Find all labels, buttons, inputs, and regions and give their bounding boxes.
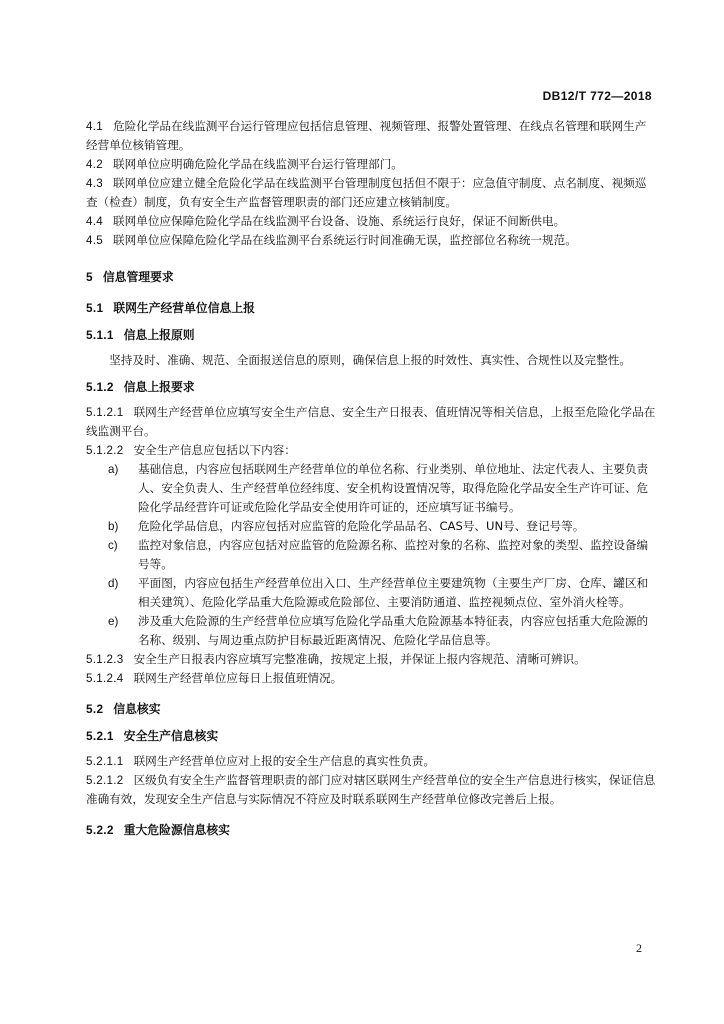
section-title: 信息上报原则 — [123, 328, 195, 342]
clause-5-1-2-3 — [86, 650, 656, 669]
section-number: 5 — [86, 270, 93, 284]
section-number: 5.2.2 — [86, 823, 114, 837]
list-item-b — [86, 517, 656, 536]
section-title: 重大危险源信息核实 — [123, 823, 230, 837]
clause-number: 5.2.1.1 — [86, 755, 124, 768]
section-number: 5.2 — [86, 702, 104, 716]
list-item-e — [86, 612, 656, 650]
clause-number: 4.4 — [86, 215, 104, 228]
section-title: 信息管理要求 — [102, 270, 174, 284]
clause-text: 安全生产信息应包括以下内容： — [133, 443, 296, 457]
clause-text: 联网单位应保障危险化学品在线监测平台系统运行时间准确无误，监控部位名称统一规范。 — [113, 233, 577, 247]
section-title: 信息核实 — [113, 702, 161, 716]
list-text: 监控对象信息，内容应包括对应监管的危险源名称、监控对象的名称、监控对象的类型、监控设备编号等。 — [138, 538, 649, 571]
section-title: 安全生产信息核实 — [123, 729, 219, 743]
clause-number: 4.5 — [86, 234, 104, 247]
clause-number: 5.1.2.3 — [86, 653, 124, 666]
section-number: 5.1 — [86, 301, 104, 315]
section-heading-5 — [86, 268, 656, 287]
clause-number: 4.3 — [86, 177, 104, 190]
clause-text: 联网单位应建立健全危险化学品在线监测平台管理制度包括但不限于：应急值守制度、点名制度、视频巡查（检查）制度，负有安全生产监督管理职责的部门还应建立核销制度。 — [86, 176, 647, 209]
section-heading-5-2-1 — [86, 727, 656, 746]
section-number: 5.1.2 — [86, 380, 114, 394]
clause-text: 安全生产日报表内容应填写完整准确，按规定上报，并保证上报内容规范、清晰可辨识。 — [133, 652, 586, 666]
list-label: c) — [108, 539, 118, 552]
clause-number: 5.1.2.1 — [86, 406, 124, 419]
clause-number: 5.1.2.4 — [86, 672, 124, 685]
section-heading-5-2-2 — [86, 821, 656, 840]
clause-text: 区级负有安全生产监督管理职责的部门应对辖区联网生产经营单位的安全生产信息进行核实，保证信息准确有效，发现安全生产信息与实际情况不符应及时联系联网生产经营单位修改完善后上报。 — [86, 773, 656, 806]
section-title: 信息上报要求 — [123, 380, 195, 394]
list-item-d — [86, 574, 656, 612]
paragraph-5-1-1: 坚持及时、准确、规范、全面报送信息的原则，确保信息上报的时效性、真实性、合规性以及完整性。 — [109, 353, 631, 367]
clause-text: 危险化学品在线监测平台运行管理应包括信息管理、视频管理、报警处置管理、在线点名管理和联网生产经营单位核销管理。 — [86, 119, 647, 152]
list-text: 危险化学品信息，内容应包括对应监管的危险化学品品名、CAS号、UN号、登记号等。 — [138, 519, 585, 533]
section-heading-5-1-1 — [86, 326, 656, 345]
clause-5-1-2-1 — [86, 403, 656, 441]
section-number: 5.1.1 — [86, 328, 114, 342]
section-heading-5-1 — [86, 299, 656, 318]
page-content — [86, 117, 656, 840]
clause-5-1-2-4 — [86, 669, 656, 688]
clause-text: 联网单位应明确危险化学品在线监测平台运行管理部门。 — [113, 157, 403, 171]
clause-5-2-1-1 — [86, 752, 656, 771]
page-number: 2 — [636, 941, 642, 955]
list-item-a — [86, 460, 656, 517]
clause-number: 4.1 — [86, 120, 104, 133]
list-label: d) — [108, 577, 119, 590]
clause-4-4 — [86, 212, 656, 231]
list-label: a) — [108, 463, 119, 476]
clause-number: 5.1.2.2 — [86, 444, 124, 457]
clause-4-3 — [86, 174, 656, 212]
clause-text: 联网生产经营单位应对上报的安全生产信息的真实性负责。 — [133, 754, 436, 768]
section-heading-5-1-2 — [86, 378, 656, 397]
clause-number: 4.2 — [86, 158, 104, 171]
clause-5-1-2-2 — [86, 441, 656, 460]
clause-5-2-1-2 — [86, 771, 656, 809]
list-item-c — [86, 536, 656, 574]
clause-text: 联网单位应保障危险化学品在线监测平台设备、设施、系统运行良好，保证不间断供电。 — [113, 214, 566, 228]
clause-4-1 — [86, 117, 656, 155]
section-heading-5-2 — [86, 700, 656, 719]
clause-4-2 — [86, 155, 656, 174]
list-text: 平面图，内容应包括生产经营单位出入口、生产经营单位主要建筑物（主要生产厂房、仓库、罐区和相关建筑）、危险化学品重大危险源或危险部位、主要消防通道、监控视频点位、室外消火栓等。 — [138, 576, 649, 609]
list-text: 基础信息，内容应包括联网生产经营单位的单位名称、行业类别、单位地址、法定代表人、主要负责人、安全负责人、生产经营单位经纬度、安全机构设置情况等，取得危险化学品安全生产许可证、危险化学品经营许可证或危险化学品安全使用许可证的，还应填写证书编号。 — [138, 462, 649, 514]
clause-text: 联网生产经营单位应每日上报值班情况。 — [133, 671, 343, 685]
section-number: 5.2.1 — [86, 729, 114, 743]
clause-text: 联网生产经营单位应填写安全生产信息、安全生产日报表、值班情况等相关信息，上报至危险化学品在线监测平台。 — [86, 405, 656, 438]
document-code: DB12/T 772—2018 — [542, 89, 652, 103]
clause-4-5 — [86, 231, 656, 250]
section-title: 联网生产经营单位信息上报 — [113, 301, 255, 315]
clause-number: 5.2.1.2 — [86, 774, 124, 787]
list-text: 涉及重大危险源的生产经营单位应填写危险化学品重大危险源基本特征表，内容应包括重大危险源的名称、级别、与周边重点防护目标最近距离情况、危险化学品信息等。 — [138, 614, 649, 647]
list-label: e) — [108, 615, 119, 628]
list-label: b) — [108, 520, 119, 533]
